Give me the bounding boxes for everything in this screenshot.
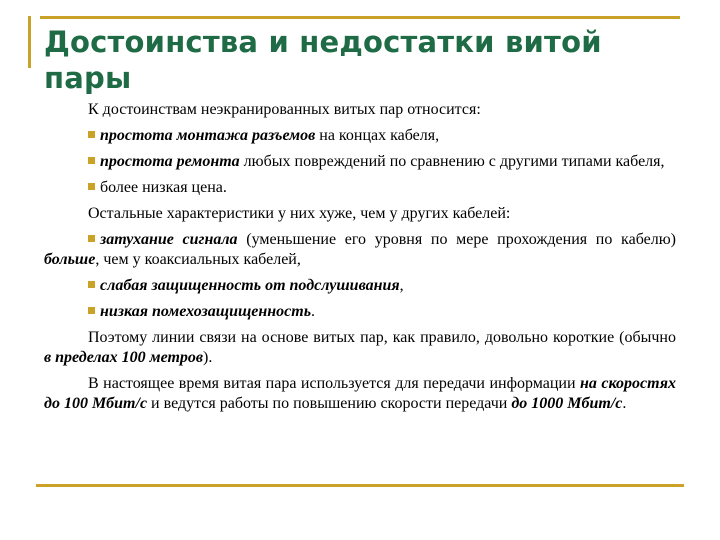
disadvantage-item-3: низкая помехозащищенность.	[44, 302, 676, 322]
bullet-square-icon	[88, 131, 95, 138]
advantage-item-1: простота монтажа разъемов на концах кабеля,	[44, 126, 676, 146]
length-paragraph: Поэтому линии связи на основе витых пар, как правило, довольно короткие (обычно в пределах 100 метров).	[44, 329, 676, 366]
bullet-square-icon	[88, 307, 95, 314]
disadvantage-item-1: затухание сигнала (уменьшение его уровня по мере прохождения по кабелю) больше, чем у коаксиальных кабелей,	[44, 231, 676, 268]
top-divider	[40, 16, 680, 19]
disadvantage-item-2: слабая защищенность от подслушивания,	[44, 276, 676, 296]
advantage-item-2: простота ремонта любых повреждений по сравнению с другими типами кабеля,	[44, 152, 676, 172]
advantage-item-3: более низкая цена.	[44, 178, 676, 198]
bullet-square-icon	[88, 157, 95, 164]
other-characteristics-text: Остальные характеристики у них хуже, чем у других кабелей:	[88, 205, 511, 222]
slide-title: Достоинства и недостатки витой пары	[44, 25, 602, 95]
bullet-square-icon	[88, 183, 95, 190]
bullet-square-icon	[88, 235, 95, 242]
intro-text: К достоинствам неэкранированных витых пар относится:	[88, 101, 481, 118]
bullet-square-icon	[88, 281, 95, 288]
bottom-divider	[36, 484, 684, 487]
left-accent-bar	[28, 16, 31, 68]
speed-paragraph: В настоящее время витая пара используется для передачи информации на скоростях до 100 Мбит/с и ведутся работы по повышению скорости передачи до 1000 Мбит/с.	[44, 375, 677, 412]
slide-body	[44, 100, 676, 420]
